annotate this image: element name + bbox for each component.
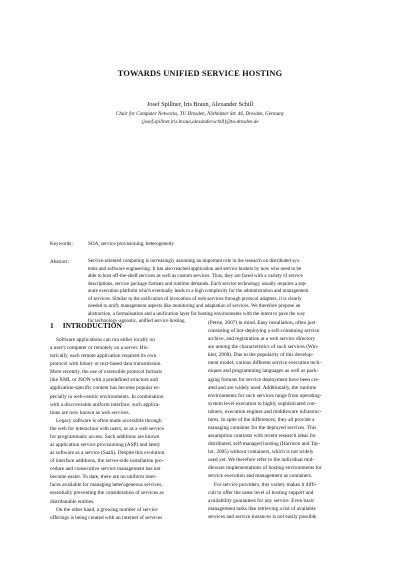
paper-authors: Josef Spillner, Iris Braun, Alexander Schill bbox=[146, 101, 254, 108]
text-line: application-specific content has become popular es- bbox=[50, 385, 160, 392]
text-line: become easier. To date, there are no uniform inter- bbox=[50, 474, 157, 481]
text-line: lor, 2005) without containers, which is not widely bbox=[208, 449, 314, 456]
text-line: as software as a service (SaaS). Despite this evolution bbox=[50, 450, 165, 457]
text-line: On the other hand, a growing number of service bbox=[56, 506, 158, 513]
text-line: For service providers, this variety makes it diffi- bbox=[214, 481, 317, 488]
text-line: tions are now known as web services. bbox=[50, 409, 130, 416]
text-line: dleware implementations of hosting environments for bbox=[208, 465, 322, 472]
text-line: cult to offer the same level of hosting support and bbox=[208, 489, 314, 496]
text-line: aging formats for service deployment have been cre- bbox=[208, 376, 320, 383]
text-line: management tasks like retrieving a list of available bbox=[208, 505, 316, 512]
text-line: ated and are widely used. Additionally, the runtime bbox=[208, 384, 317, 391]
section-number: 1 bbox=[50, 321, 54, 330]
abstract-line: descriptions, service package formats and runtime demands. Each service technology usually requires a sep- bbox=[88, 280, 307, 287]
keywords-value: SOA, service provisioning, heterogeneity bbox=[88, 241, 175, 247]
text-line: torically, each remote application required its own bbox=[50, 353, 157, 360]
abstract-line: for technology-agnostic, unified service hosting. bbox=[88, 318, 186, 324]
text-line: niques and programming languages as well as pack- bbox=[208, 368, 319, 375]
text-line: are among the characteristics of such services (Win- bbox=[208, 344, 319, 351]
text-line: as application service provisioning (ASP) and lately bbox=[50, 442, 161, 449]
abstract-line: of services. Similar to the unification of invocation of web services through protocol adapters, it is clearly bbox=[88, 295, 302, 302]
text-line: availability guarantees for any service. Even basic bbox=[208, 497, 315, 504]
abstract-body bbox=[88, 258, 350, 326]
text-line: pecially in web-centric environments. In combination bbox=[50, 393, 164, 400]
text-line: Legacy software is often made accessible through bbox=[56, 417, 162, 424]
abstract-line: Service-oriented computing is increasingly assuming an important role in the research on distributed sys- bbox=[88, 258, 301, 264]
text-line: faces available for managing heterogeneous services, bbox=[50, 482, 163, 489]
section-title: INTRODUCTION bbox=[62, 321, 122, 330]
text-line: (Petrie, 2007) in mind. Easy installation, often just bbox=[208, 320, 316, 326]
text-line: system level execution to highly sophisticated con- bbox=[208, 400, 317, 407]
right-column bbox=[208, 319, 350, 521]
text-line: Software applications can run either locally on bbox=[56, 337, 155, 343]
paper-title: TOWARDS UNIFIED SERVICE HOSTING bbox=[117, 69, 283, 78]
abstract-line: abstraction, a formalisation and a unification layer for hosting environments with the intent to pave the way bbox=[88, 310, 306, 317]
paper-email: {josef.spillner,iris.braun,alexander.schill}@tu-dresden.de bbox=[141, 119, 259, 125]
text-line: offerings is being created with an internet of services bbox=[50, 514, 163, 521]
text-line: protocol with binary or text-based data transmission. bbox=[50, 361, 162, 368]
text-line: of interface additions, the server-side installation pro- bbox=[50, 458, 164, 465]
abstract-line: needed to unify management aspects like monitoring and adaptation of services. We therefore propose an bbox=[88, 303, 301, 309]
text-line: tures. In spite of the differences, they all provide a bbox=[208, 416, 315, 423]
keywords-label: Keywords: bbox=[50, 241, 73, 247]
text-line: More recently, the use of extensible protocol formats bbox=[50, 369, 163, 376]
left-column bbox=[50, 336, 192, 522]
text-line: the web for interaction with users, or as a web service bbox=[50, 425, 164, 432]
section-heading bbox=[50, 321, 131, 330]
text-line: used yet. We therefore refer to the individual mid- bbox=[208, 457, 315, 464]
text-line: services and service instances is not easily possible bbox=[208, 513, 317, 520]
abstract-line: arate execution platform which eventually leads to a high complexity for the administration and management bbox=[88, 288, 309, 294]
text-line: environments for such services range from operating- bbox=[208, 392, 322, 399]
text-line: like XML or JSON with a predefined structure and bbox=[50, 377, 158, 384]
text-line: consisting of hot-deploying a self-containing service bbox=[208, 328, 320, 335]
abstract-line: tems and software engineering. It has also reached application and service hosters by now who need to be bbox=[88, 265, 302, 272]
text-line: ment model, various different service execution tech- bbox=[208, 360, 322, 367]
abstract-line: able to host off-the-shelf services as well as custom services. Thus, they are faced with a variety of service bbox=[88, 273, 303, 279]
text-line: managing container for the deployed services. This bbox=[208, 425, 317, 432]
text-line: for programmatic access. Such additions are known bbox=[50, 433, 160, 440]
text-line: with a discoverable uniform interface, such applica- bbox=[50, 401, 161, 408]
text-line: kler, 2008). Due to the popularity of this develop- bbox=[208, 352, 314, 359]
text-line: service execution and management as containers. bbox=[208, 473, 313, 480]
abstract-label: Abstract: bbox=[50, 259, 70, 265]
text-line: a user's computer or remotely on a server. His- bbox=[50, 345, 149, 352]
text-line: cedure and consecutive service management has not bbox=[50, 466, 161, 473]
text-line: tainers, execution engines and middleware infrastruc- bbox=[208, 408, 322, 415]
paper-affiliation: Chair for Computer Networks, TU Dresden, Nöthnitzer Str. 46, Dresden, Germany bbox=[115, 111, 285, 117]
text-line: assumption contrasts with recent research ideas for bbox=[208, 433, 316, 440]
text-line: distributable entities. bbox=[50, 498, 95, 505]
text-line: distributed, self-managed hosting (Harrison and Tay- bbox=[208, 441, 321, 448]
text-line: archive, and registration at a web service directory bbox=[208, 336, 316, 343]
text-line: essentially preventing the consideration of services as bbox=[50, 490, 164, 497]
